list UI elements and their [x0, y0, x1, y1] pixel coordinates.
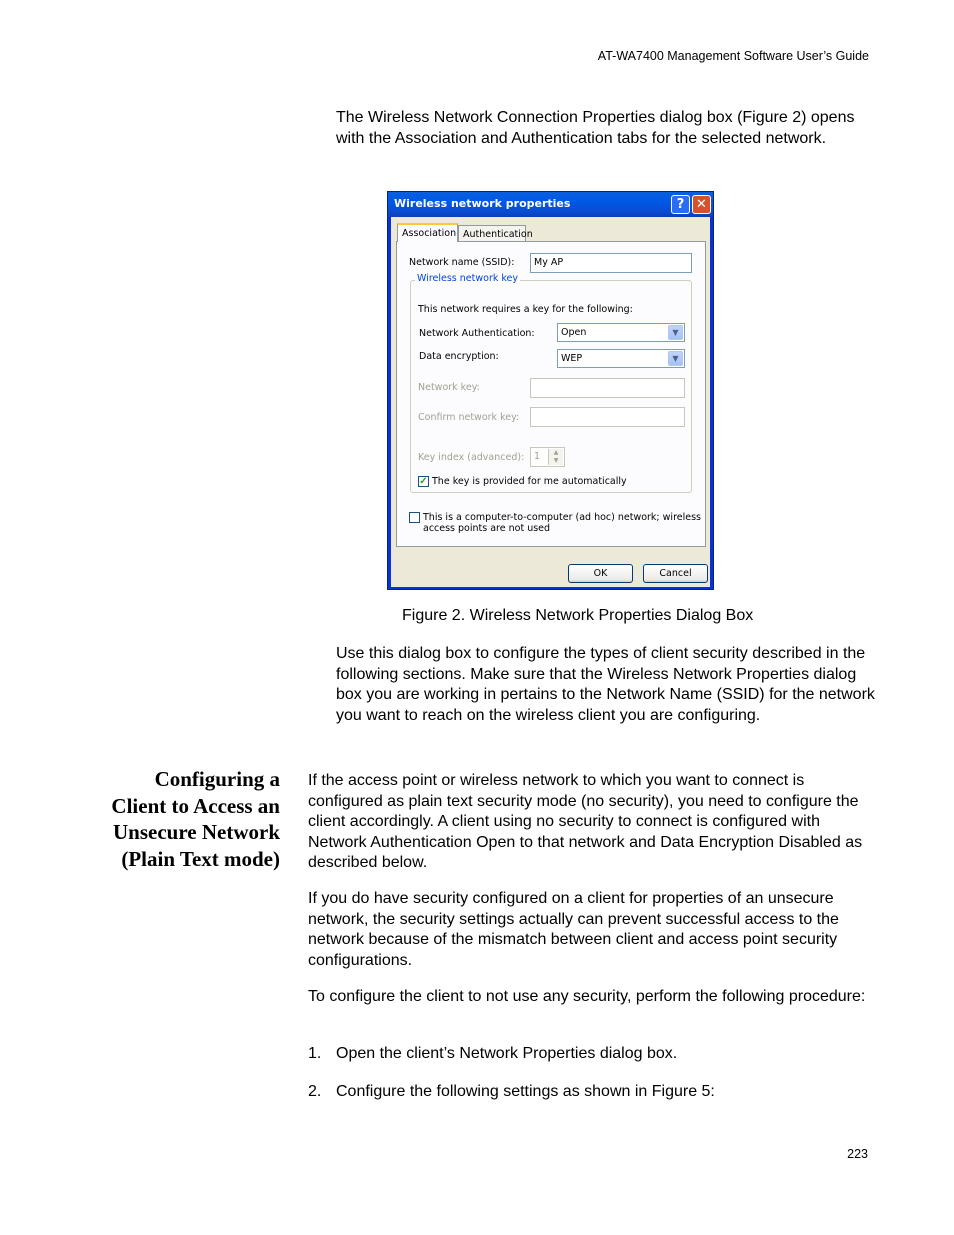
network-key-label: Network key: [418, 382, 480, 393]
dialog-title: Wireless network properties [394, 197, 571, 210]
network-key-input[interactable] [530, 378, 685, 398]
figure-caption: Figure 2. Wireless Network Properties Dialog Box [402, 607, 754, 624]
data-encryption-select[interactable] [557, 349, 685, 368]
help-icon: ? [676, 197, 685, 212]
ssid-label: Network name (SSID): [409, 257, 515, 268]
step-text: Open the client’s Network Properties dialog box. [336, 1045, 678, 1062]
procedure-intro: To configure the client to not use any security, perform the following procedure: [308, 988, 866, 1005]
step-2 [308, 1083, 715, 1101]
help-button[interactable] [671, 195, 690, 214]
tab-association[interactable]: Association [397, 223, 458, 242]
key-index-spinner[interactable] [530, 447, 565, 467]
checkmark-icon: ✓ [419, 476, 428, 487]
adhoc-label-line2: access points are not used [423, 523, 551, 534]
intro-paragraph: The Wireless Network Connection Properties dialog box (Figure 2) opens with the Association and Authentication tabs for the selected network. [336, 109, 855, 147]
auto-key-checkbox[interactable] [418, 476, 429, 487]
step-1 [308, 1045, 677, 1063]
usage-paragraph: Use this dialog box to configure the types of client security described in the following sections. Make sure that the Wireless Network Properties dialog box you are working in pertains to the Network Name (SSID) for the network you want to reach on the wireless client you are configuring. [336, 645, 875, 724]
tab-authentication[interactable]: Authentication [458, 225, 526, 241]
chevron-down-icon: ▼ [668, 325, 683, 340]
adhoc-checkbox[interactable] [409, 512, 420, 523]
dialog-body [391, 217, 710, 587]
running-header: AT-WA7400 Management Software User’s Guide [597, 49, 869, 63]
wireless-properties-dialog [387, 191, 714, 590]
network-auth-select[interactable] [557, 323, 685, 342]
plain-text-paragraph: If the access point or wireless network to which you want to connect is configured as plain text security mode (no security), you need to configure the client accordingly. A client using no security to connect is configured with Network Authentication Open to that network and Data Encryption Disabled as described below. [308, 772, 863, 871]
step-number: 1. [308, 1045, 322, 1062]
chevron-down-icon: ▼ [668, 351, 683, 366]
step-text: Configure the following settings as shown in Figure 5: [336, 1083, 715, 1100]
confirm-key-input[interactable] [530, 407, 685, 427]
network-auth-label: Network Authentication: [419, 328, 535, 339]
data-encryption-label: Data encryption: [419, 351, 499, 362]
ok-button[interactable]: OK [568, 564, 633, 583]
cancel-button[interactable]: Cancel [643, 564, 708, 583]
step-number: 2. [308, 1083, 322, 1100]
dialog-title-bar[interactable] [388, 192, 713, 217]
adhoc-label-line1: This is a computer-to-computer (ad hoc) network; wireless [423, 512, 701, 523]
key-index-label: Key index (advanced): [418, 452, 525, 463]
close-icon: ✕ [696, 197, 707, 212]
auto-key-label: The key is provided for me automatically [432, 476, 627, 487]
page-number: 223 [847, 1147, 868, 1161]
network-auth-value: Open [561, 327, 587, 338]
association-panel [396, 241, 706, 547]
wireless-key-legend: Wireless network key [417, 273, 518, 284]
close-button[interactable] [692, 195, 711, 214]
spinner-arrows-icon[interactable]: ▲ ▼ [548, 449, 563, 465]
ssid-input[interactable]: My AP [530, 253, 692, 273]
data-encryption-value: WEP [561, 353, 583, 364]
key-index-value: 1 [534, 451, 541, 462]
confirm-key-label: Confirm network key: [418, 412, 520, 423]
requires-key-text: This network requires a key for the following: [418, 304, 633, 315]
section-heading: Configuring a Client to Access an Unsecure Network (Plain Text mode) [111, 767, 280, 871]
mismatch-paragraph: If you do have security configured on a client for properties of an unsecure network, the security settings actually can prevent successful access to the network because of the mismatch between client and access point security configurations. [308, 890, 839, 969]
